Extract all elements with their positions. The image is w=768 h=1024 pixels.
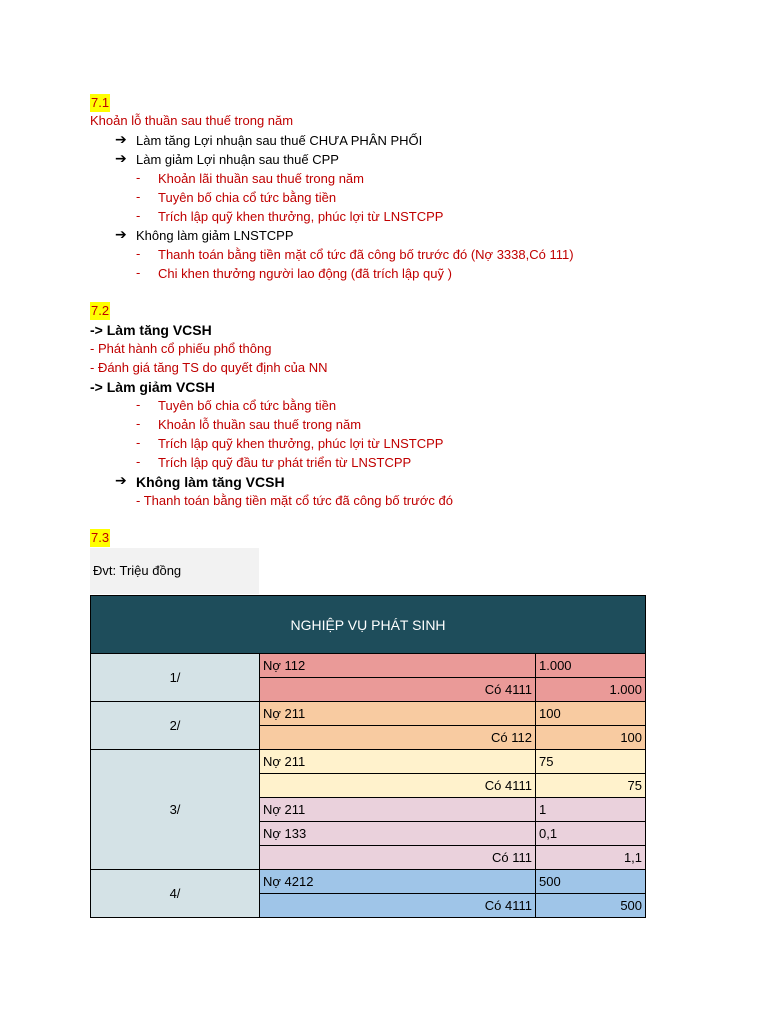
- credit-account: Có 112: [260, 726, 536, 750]
- entry-index: 1/: [91, 654, 260, 702]
- list-item: Chi khen thưởng người lao động (đã trích lập quỹ ): [158, 266, 452, 281]
- list-item: Thanh toán bằng tiền mặt cổ tức đã công bố trước đó (Nợ 3338,Có 111): [158, 247, 574, 262]
- right-arrow-icon: ➔: [115, 472, 127, 488]
- credit-amount: 1.000: [536, 678, 646, 702]
- credit-account: Có 4111: [260, 678, 536, 702]
- debit-account: Nợ 4212: [260, 870, 536, 894]
- section-7-2-increase-title: -> Làm tăng VCSH: [90, 322, 212, 338]
- section-7-2-none-title: Không làm tăng VCSH: [136, 474, 285, 490]
- credit-account: Có 111: [260, 846, 536, 870]
- dash-bullet: -: [136, 265, 141, 280]
- table-row: [91, 702, 646, 726]
- list-item: - Phát hành cổ phiếu phổ thông: [90, 341, 272, 356]
- dash-bullet: -: [136, 454, 141, 469]
- debit-account: Nợ 211: [260, 798, 536, 822]
- section-7-2-label: 7.2: [91, 303, 110, 318]
- table-row: [91, 654, 646, 678]
- list-item: Làm tăng Lợi nhuận sau thuế CHƯA PHÂN PHỐI: [136, 133, 423, 148]
- list-item: Khoản lỗ thuần sau thuế trong năm: [158, 417, 362, 432]
- debit-amount: 500: [536, 870, 646, 894]
- unit-label: Đvt: Triệu đồng: [90, 548, 259, 594]
- dash-bullet: -: [136, 435, 141, 450]
- dash-bullet: -: [136, 397, 141, 412]
- credit-amount: 100: [536, 726, 646, 750]
- credit-amount: 500: [536, 894, 646, 918]
- debit-amount: 1.000: [536, 654, 646, 678]
- debit-account: Nợ 211: [260, 750, 536, 774]
- credit-amount: 1,1: [536, 846, 646, 870]
- section-7-1-title: Khoản lỗ thuần sau thuế trong năm: [90, 113, 294, 128]
- debit-amount: 100: [536, 702, 646, 726]
- dash-bullet: -: [136, 208, 141, 223]
- list-item: Trích lập quỹ đầu tư phát triển từ LNSTCPP: [158, 455, 412, 470]
- table-row: [91, 870, 646, 894]
- entry-index: 4/: [91, 870, 260, 918]
- debit-account: Nợ 112: [260, 654, 536, 678]
- right-arrow-icon: ➔: [115, 226, 127, 242]
- debit-amount: 0,1: [536, 822, 646, 846]
- debit-amount: 1: [536, 798, 646, 822]
- section-7-1-label: 7.1: [91, 95, 110, 110]
- dash-bullet: -: [136, 416, 141, 431]
- credit-account: Có 4111: [260, 894, 536, 918]
- right-arrow-icon: ➔: [115, 131, 127, 147]
- list-item: Trích lập quỹ khen thưởng, phúc lợi từ LNSTCPP: [158, 209, 444, 224]
- debit-account: Nợ 211: [260, 702, 536, 726]
- dash-bullet: -: [136, 246, 141, 261]
- table-row: [91, 750, 646, 774]
- dash-bullet: -: [136, 189, 141, 204]
- list-item: Trích lập quỹ khen thưởng, phúc lợi từ LNSTCPP: [158, 436, 444, 451]
- credit-account: Có 4111: [260, 774, 536, 798]
- dash-bullet: -: [136, 170, 141, 185]
- debit-account: Nợ 133: [260, 822, 536, 846]
- entries-table: [90, 595, 646, 918]
- list-item: - Thanh toán bằng tiền mặt cổ tức đã công bố trước đó: [136, 493, 453, 508]
- list-item: Không làm giảm LNSTCPP: [136, 228, 294, 243]
- list-item: Làm giảm Lợi nhuận sau thuế CPP: [136, 152, 339, 167]
- right-arrow-icon: ➔: [115, 150, 127, 166]
- table-header: NGHIỆP VỤ PHÁT SINH: [91, 596, 646, 654]
- entry-index: 3/: [91, 750, 260, 870]
- section-7-2-decrease-title: -> Làm giảm VCSH: [90, 379, 215, 395]
- list-item: Tuyên bố chia cổ tức bằng tiền: [158, 398, 337, 413]
- debit-amount: 75: [536, 750, 646, 774]
- list-item: Tuyên bố chia cổ tức bằng tiền: [158, 190, 337, 205]
- credit-amount: 75: [536, 774, 646, 798]
- list-item: Khoản lãi thuần sau thuế trong năm: [158, 171, 364, 186]
- list-item: - Đánh giá tăng TS do quyết định của NN: [90, 360, 328, 375]
- section-7-3-label: 7.3: [91, 530, 110, 545]
- entry-index: 2/: [91, 702, 260, 750]
